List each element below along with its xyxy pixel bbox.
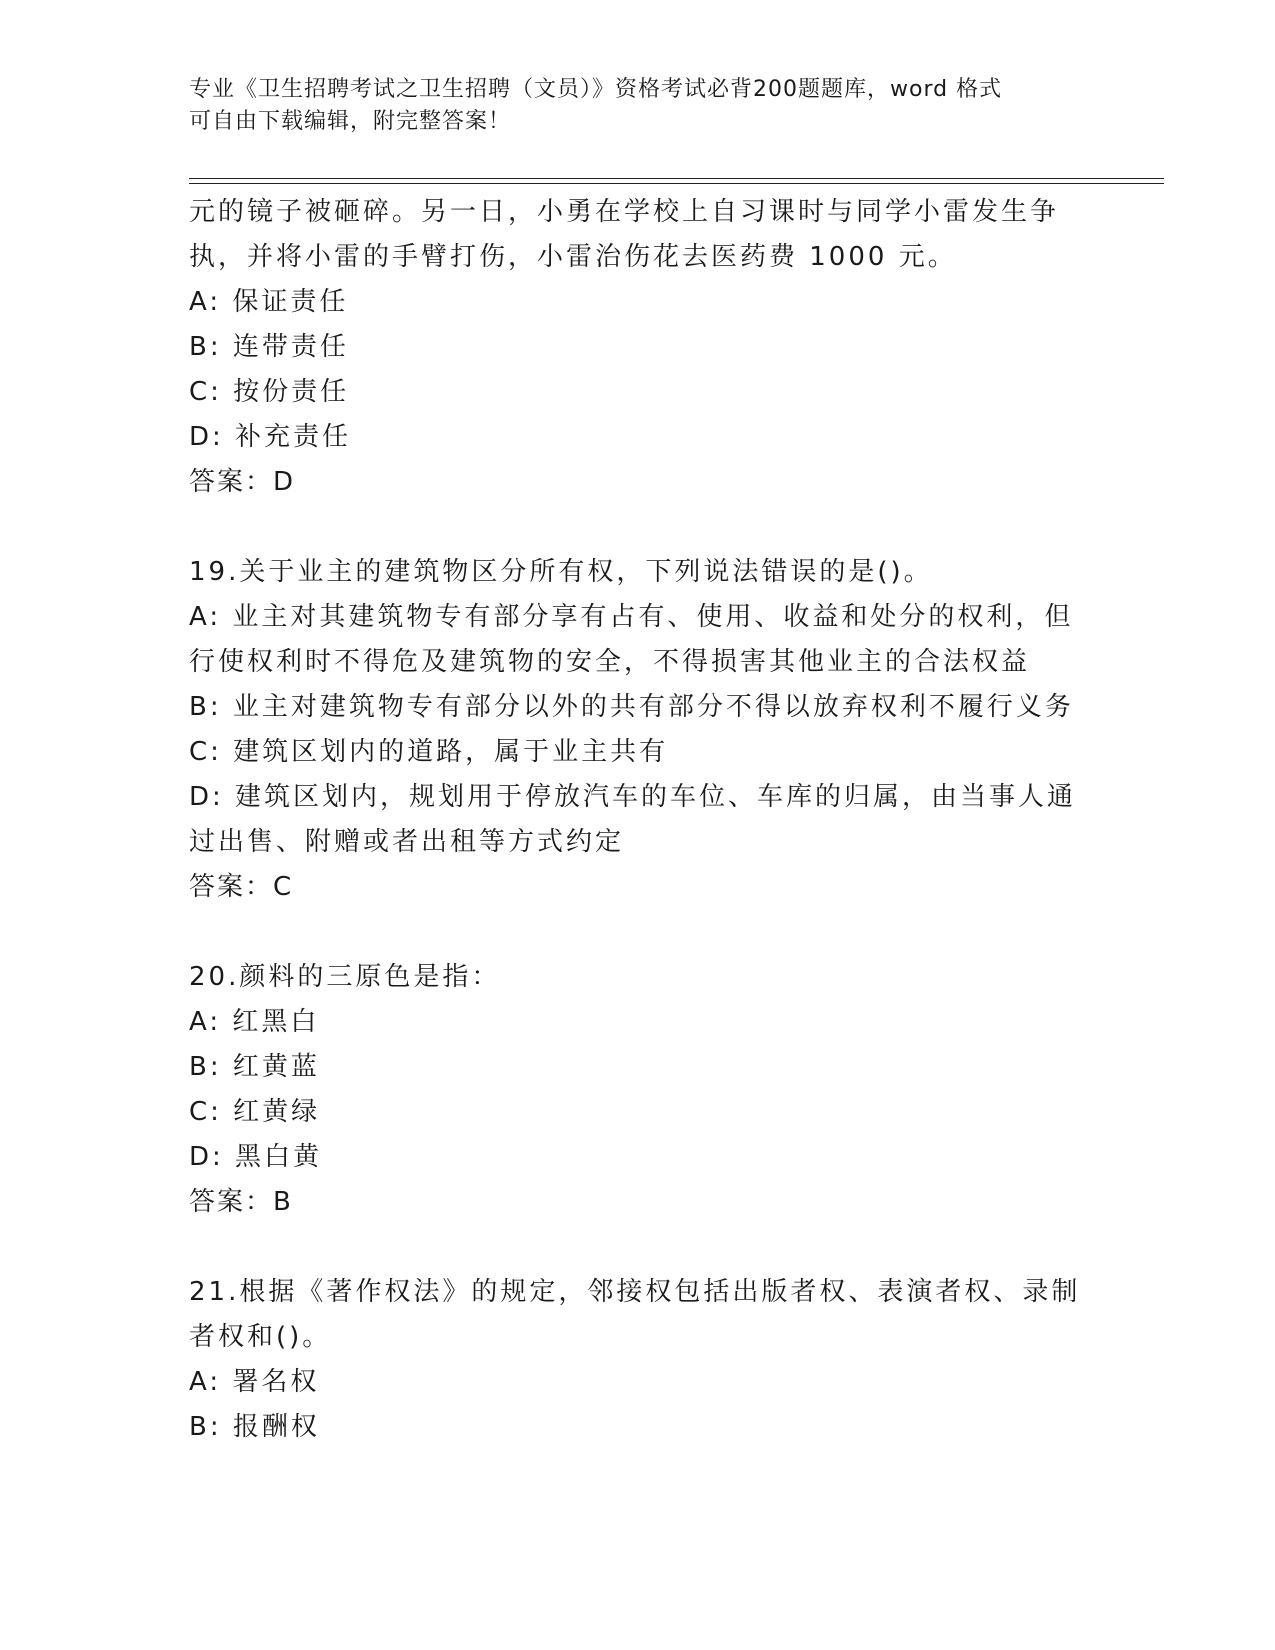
question-text-line: 执，并将小雷的手臂打伤，小雷治伤花去医药费 1000 元。: [189, 242, 957, 272]
option-a: A: 保证责任: [189, 287, 349, 317]
spacer: [189, 1225, 1089, 1270]
answer-line: 答案：C: [189, 872, 294, 902]
header-line-2: 可自由下载编辑，附完整答案！: [189, 109, 512, 134]
question-text-line: 元的镜子被砸碎。另一日，小勇在学校上自习课时与同学小雷发生争: [189, 197, 1060, 227]
question-21: [189, 1270, 1089, 1450]
header-divider-bottom: [189, 183, 1164, 184]
option-a: A: 业主对其建筑物专有部分享有占有、使用、收益和处分的权利，但: [189, 602, 1074, 632]
question-18: [189, 190, 1089, 505]
spacer: [189, 505, 1089, 550]
option-d: D: 补充责任: [189, 422, 352, 452]
answer-line: 答案：D: [189, 467, 296, 497]
question-content: [189, 190, 1089, 1450]
option-a-continued: 行使权利时不得危及建筑物的安全，不得损害其他业主的合法权益: [189, 647, 1031, 677]
option-d: D: 黑白黄: [189, 1142, 323, 1172]
option-d: D: 建筑区划内，规划用于停放汽车的车位、车库的归属，由当事人通: [189, 782, 1077, 812]
answer-line: 答案：B: [189, 1187, 293, 1217]
option-b: B: 报酬权: [189, 1412, 320, 1442]
question-title-continued: 者权和()。: [189, 1322, 332, 1352]
option-b: B: 业主对建筑物专有部分以外的共有部分不得以放弃权利不履行义务: [189, 692, 1074, 722]
option-b: B: 红黄蓝: [189, 1052, 320, 1082]
question-20: [189, 955, 1089, 1225]
option-c: C: 建筑区划内的道路，属于业主共有: [189, 737, 669, 767]
document-header: [189, 74, 1089, 138]
question-title: 20.颜料的三原色是指：: [189, 962, 501, 992]
option-b: B: 连带责任: [189, 332, 349, 362]
question-19: [189, 550, 1089, 910]
question-title: 21.根据《著作权法》的规定，邻接权包括出版者权、表演者权、录制: [189, 1277, 1081, 1307]
header-line-1: 专业《卫生招聘考试之卫生招聘（文员）》资格考试必背200题题库，word 格式: [189, 77, 1003, 102]
spacer: [189, 910, 1089, 955]
header-divider-top: [189, 178, 1164, 179]
option-a: A: 署名权: [189, 1367, 320, 1397]
option-c: C: 红黄绿: [189, 1097, 321, 1127]
option-c: C: 按份责任: [189, 377, 350, 407]
question-title: 19.关于业主的建筑物区分所有权，下列说法错误的是()。: [189, 557, 933, 587]
option-a: A: 红黑白: [189, 1007, 320, 1037]
option-d-continued: 过出售、附赠或者出租等方式约定: [189, 827, 625, 857]
